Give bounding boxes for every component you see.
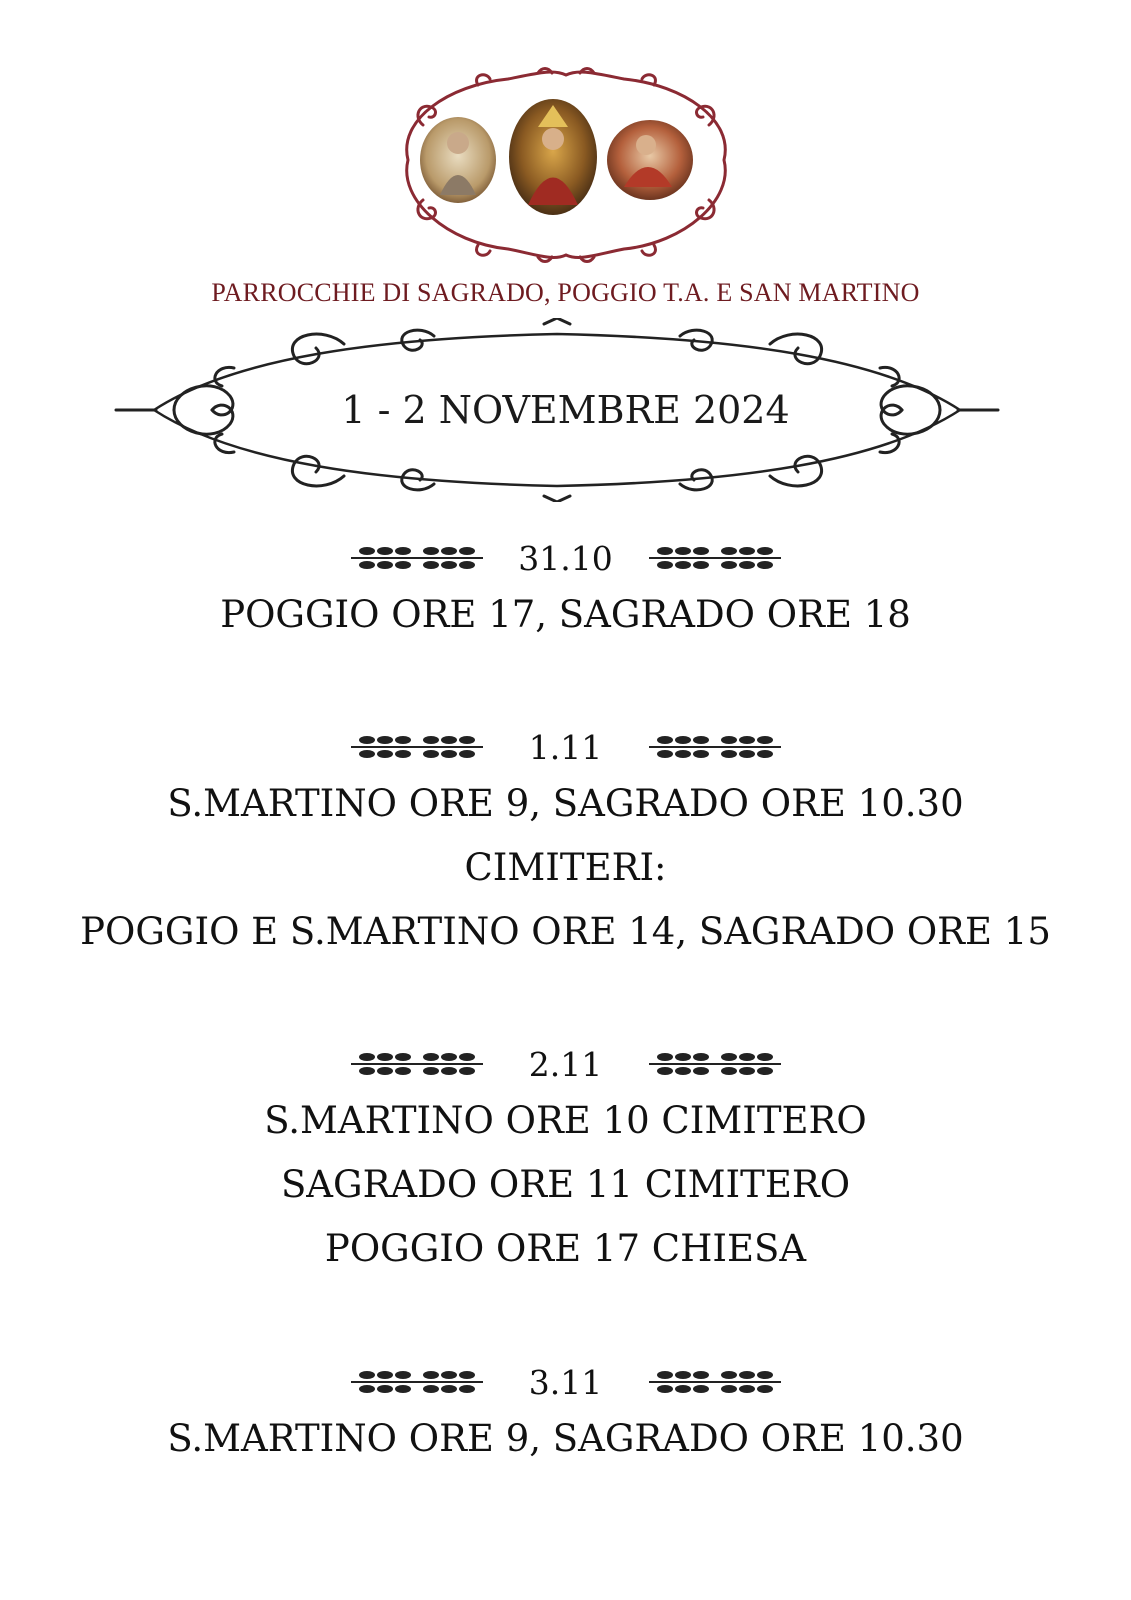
schedule-date: 1.11	[528, 727, 603, 767]
schedule-section-2	[0, 1039, 1131, 1281]
laurel-branch-icon	[347, 1362, 487, 1402]
laurel-branch-icon	[645, 1044, 785, 1084]
laurel-branch-icon	[645, 538, 785, 578]
schedule-line: POGGIO ORE 17, SAGRADO ORE 18	[220, 593, 911, 636]
schedule-line: S.MARTINO ORE 9, SAGRADO ORE 10.30	[167, 782, 964, 825]
parish-name: PARROCCHIE DI SAGRADO, POGGIO T.A. E SAN MARTINO	[211, 278, 920, 307]
schedule-line: POGGIO E S.MARTINO ORE 14, SAGRADO ORE 15	[80, 910, 1051, 953]
parish-saints-logo	[388, 65, 744, 265]
laurel-branch-icon	[645, 1362, 785, 1402]
schedule-section-3	[0, 1357, 1131, 1471]
schedule-date: 31.10	[518, 538, 613, 578]
schedule-section-1	[0, 722, 1131, 964]
schedule-line: S.MARTINO ORE 9, SAGRADO ORE 10.30	[167, 1417, 964, 1460]
schedule-line: POGGIO ORE 17 CHIESA	[324, 1227, 807, 1270]
dates-title: 1 - 2 NOVEMBRE 2024	[341, 388, 790, 432]
schedule-line: SAGRADO ORE 11 CIMITERO	[280, 1163, 851, 1206]
schedule-date: 3.11	[528, 1362, 603, 1402]
schedule-line: CIMITERI:	[464, 846, 667, 889]
laurel-branch-icon	[347, 727, 487, 767]
saint-martin-medallion	[607, 120, 693, 200]
laurel-branch-icon	[645, 727, 785, 767]
laurel-branch-icon	[347, 538, 487, 578]
schedule-section-0	[0, 533, 1131, 647]
schedule-date: 2.11	[528, 1044, 603, 1084]
laurel-branch-icon	[347, 1044, 487, 1084]
schedule-line: S.MARTINO ORE 10 CIMITERO	[264, 1099, 867, 1142]
